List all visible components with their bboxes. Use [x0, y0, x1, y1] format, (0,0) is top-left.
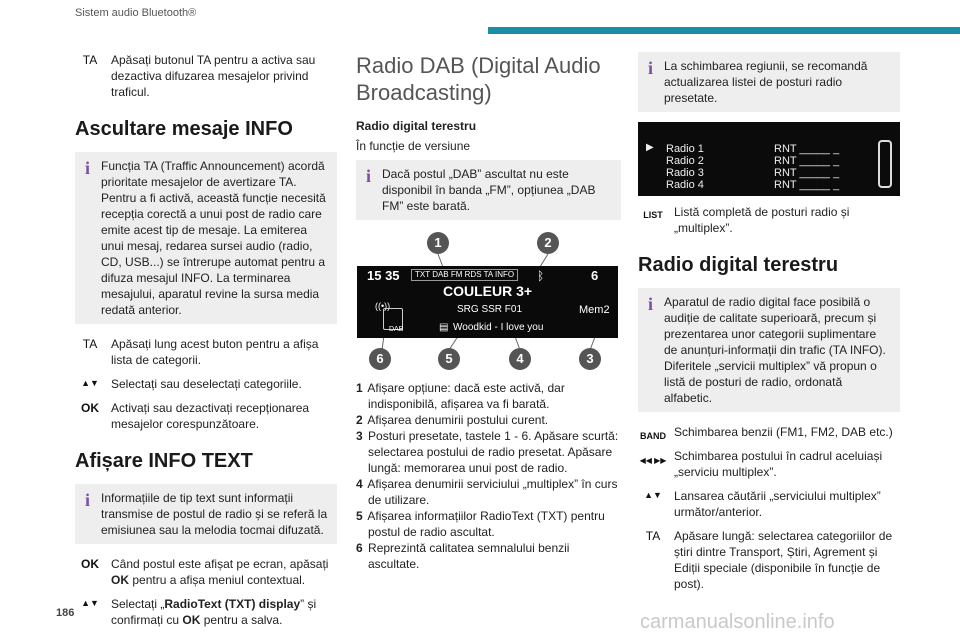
callout-1: 1	[427, 232, 449, 254]
radio-display	[357, 266, 618, 338]
ok2-instruction	[75, 556, 337, 588]
info-icon: i	[366, 166, 372, 186]
ok-instruction	[75, 400, 337, 432]
page-number: 186	[56, 607, 75, 619]
info-box-ta-text: Funcția TA (Traffic Announcement) acordă prioritate mesajelor de avertizare TA. Pentru a fi activă, această funcție necesită recepția corectă a unui post de radio care emite acest tip de mesaje. La emiterea unui mesaj, redarea sursei audio (radio, CD, USB...) se întrerupe automat pentru a difuza mesajul INFO. La terminarea mesajului, aparatul revine la sursa media redată anterior.	[101, 159, 326, 317]
station-name: COULEUR 3+	[442, 283, 533, 299]
ok-button-icon: OK	[81, 401, 99, 415]
callout-3: 3	[579, 348, 601, 370]
ok-text: Activați sau dezactivați recepționarea mesajelor corespunzătoare.	[111, 401, 310, 431]
seek-arrows-icon: ◀◀ ▶▶	[639, 456, 667, 465]
station-row: Radio 4 RNT _____ _	[666, 179, 840, 191]
info-icon: i	[648, 58, 654, 78]
multiplex-search-instruction	[638, 488, 900, 520]
scrollbar-icon	[878, 140, 892, 188]
station-row: Radio 3 RNT _____ _	[666, 167, 840, 179]
column-middle	[356, 52, 621, 572]
info-box-digital-text: Aparatul de radio digital face posibilă o audiție de calitate superioară, precum și prezentarea unor categorii suplimentare de anunțuri-informații din trafic (TA INFO). Diferitele „servicii multiplex” vă propun o listă de posturi de radio, ordonată alfabetic.	[664, 295, 886, 405]
ta-long-press-instruction	[75, 336, 337, 368]
running-header: Sistem audio Bluetooth®	[75, 7, 197, 19]
section-title-dab: Radio DAB (Digital Audio Broadcasting)	[356, 53, 601, 105]
ta-long-press-text: Apăsați lung acest buton pentru a afișa lista de categorii.	[111, 337, 319, 367]
info-icon: i	[85, 158, 91, 178]
preset-number: 6	[591, 268, 599, 283]
ta-text: Apăsați butonul TA pentru a activa sau dezactiva difuzarea mesajelor privind traficul.	[111, 53, 316, 99]
up-down-arrows-icon: ▲▼	[644, 490, 662, 500]
info-box-dab-text: Dacă postul „DAB” ascultat nu este disponibil în banda „FM”, opțiunea „DAB FM” este barată.	[382, 167, 596, 213]
callout-6: 6	[369, 348, 391, 370]
multiplex-name: SRG SSR F01	[457, 304, 523, 315]
option-tags: TXT DAB FM RDS TA INFO	[411, 269, 518, 281]
band-text: Schimbarea benzii (FM1, FM2, DAB etc.)	[674, 425, 893, 439]
callout-4: 4	[509, 348, 531, 370]
heading-digital-radio: Radio digital terestru	[638, 254, 839, 276]
signal-icon: ((•))	[375, 301, 391, 311]
ta-category-text: Apăsare lungă: selectarea categoriilor de știri dintre Transport, Știri, Agrement și Ediții speciale (disponibile în funcție de post).	[674, 529, 893, 591]
list-instruction	[638, 204, 900, 236]
callout-2: 2	[537, 232, 559, 254]
info-box-digital	[638, 288, 900, 412]
ta-instruction	[75, 52, 337, 100]
radiotext-icon: ▤	[439, 322, 449, 333]
dab-display-diagram	[356, 232, 621, 372]
legend-item: 6 Reprezintă calitatea semnalului benzii ascultate.	[356, 541, 570, 571]
callout-legend	[356, 380, 621, 572]
watermark: carmanualsonline.info	[640, 611, 835, 633]
heading-info-text: Afișare INFO TEXT	[75, 450, 253, 472]
ta-button-icon: TA	[645, 529, 661, 543]
station-list	[666, 143, 839, 191]
version-note: În funcție de versiune	[356, 139, 471, 153]
info-box-text	[75, 484, 337, 544]
select-radiotext-instruction	[75, 596, 337, 628]
multiplex-search-text: Lansarea căutării „serviciului multiplex” următor/anterior.	[674, 489, 881, 519]
list-button-icon: LIST	[643, 210, 663, 220]
bluetooth-icon: ᛒ	[537, 269, 545, 283]
info-icon: i	[85, 490, 91, 510]
up-down-arrows-icon: ▲▼	[81, 598, 99, 608]
seek-text: Schimbarea postului în cadrul aceluiași „serviciu multiplex”.	[674, 449, 883, 479]
info-box-region	[638, 52, 900, 112]
info-icon: i	[648, 294, 654, 314]
column-left	[75, 52, 337, 636]
callout-5: 5	[438, 348, 460, 370]
memory-slot: Mem2	[579, 304, 610, 316]
legend-item: 5 Afișarea informațiilor RadioText (TXT) pentru postul de radio ascultat.	[356, 509, 605, 539]
info-box-text-body: Informațiile de tip text sunt informații transmise de postul de radio și se referă la emisiunea sau la melodia tocmai difuzată.	[101, 491, 328, 537]
ok2-text: Când postul este afișat pe ecran, apăsați OK pentru a afișa meniul contextual.	[111, 557, 329, 587]
ta-button-icon: TA	[82, 53, 98, 67]
subtitle-digital-radio: Radio digital terestru	[356, 119, 477, 133]
ok-button-icon: OK	[81, 557, 99, 571]
legend-item: 2 Afișarea denumirii postului curent.	[356, 413, 549, 427]
station-row: Radio 1 RNT _____ _	[666, 143, 840, 155]
clock: 15 35	[367, 268, 400, 283]
band-button-icon: BAND	[640, 431, 666, 441]
legend-item: 4 Afișarea denumirii serviciului „multiplex” în curs de utilizare.	[356, 477, 618, 507]
column-right	[638, 52, 900, 600]
dab-label: DAB	[389, 326, 404, 333]
info-box-dab	[356, 160, 621, 220]
list-text: Listă completă de posturi radio și „multiplex”.	[674, 205, 850, 235]
seek-instruction	[638, 448, 900, 480]
updown-text: Selectați sau deselectați categoriile.	[111, 377, 302, 391]
band-instruction	[638, 424, 900, 440]
station-row: Radio 2 RNT _____ _	[666, 155, 840, 167]
up-down-arrows-icon: ▲▼	[81, 378, 99, 388]
ta-button-icon: TA	[82, 337, 98, 351]
header-accent-bar	[488, 27, 960, 34]
legend-item: 3 Posturi presetate, tastele 1 - 6. Apăsare scurtă: selectarea postului de radio presetat. Apăsare lungă: memorarea unui post de radio.	[356, 429, 619, 475]
heading-info-messages: Ascultare mesaje INFO	[75, 118, 293, 140]
info-box-region-text: La schimbarea regiunii, se recomandă actualizarea listei de posturi radio presetate.	[664, 59, 868, 105]
ta-category-instruction	[638, 528, 900, 592]
info-box-ta	[75, 152, 337, 324]
select-radiotext-text: Selectați „RadioText (TXT) display” și confirmați cu OK pentru a salva.	[111, 597, 317, 627]
radio-station-list-display	[638, 122, 900, 196]
play-icon: ▶	[646, 142, 654, 153]
legend-item: 1 Afișare opțiune: dacă este activă, dar indisponibilă, afișarea va fi barată.	[356, 381, 565, 411]
updown-instruction	[75, 376, 337, 392]
radiotext: Woodkid - I love you	[453, 322, 544, 333]
